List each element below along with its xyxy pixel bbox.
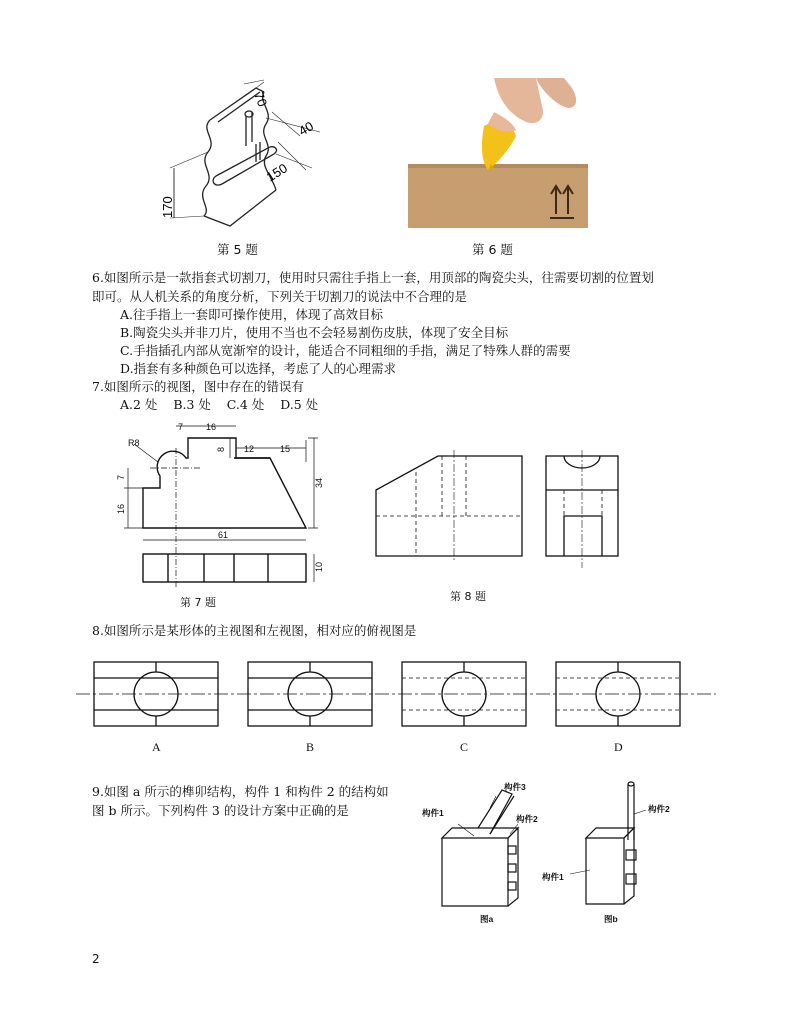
- fig9b-label-part1: 构件1: [542, 872, 564, 882]
- fig9b-drawing: [540, 780, 690, 926]
- q6-option-a: A.往手指上一套即可操作使用，体现了高效目标: [120, 307, 384, 322]
- fig5-dim-170: 170: [160, 196, 175, 218]
- fig9a-caption: 图a: [480, 914, 494, 924]
- q8-label-b: B: [306, 740, 315, 754]
- fig9a-label-part1: 构件1: [422, 808, 444, 818]
- fig5-dim-150: 150: [263, 160, 290, 185]
- fig5-dim-70: 70: [251, 89, 271, 109]
- fig7-dim-7-left: 7: [116, 474, 126, 480]
- fig7-dim-7-top: 7: [178, 422, 184, 432]
- fig8-caption: 第 8 题: [450, 590, 486, 603]
- fig7-caption: 第 7 题: [180, 596, 216, 609]
- q8-option-views: [76, 656, 716, 738]
- q8-label-a: A: [152, 740, 161, 754]
- fig7-dim-34: 34: [314, 477, 324, 488]
- fig7-dim-16-left: 16: [116, 503, 126, 514]
- fig7-dim-10: 10: [314, 561, 324, 572]
- fig9a-drawing: [418, 780, 544, 926]
- q7-options: A.2 处 B.3 处 C.4 处 D.5 处: [120, 397, 319, 412]
- fig9b-caption: 图b: [604, 914, 618, 924]
- q9-stem-line1: 9.如图 a 所示的榫卯结构，构件 1 和构件 2 的结构如: [92, 784, 389, 799]
- q8-label-d: D: [614, 740, 623, 754]
- fig7-drawing: [110, 418, 330, 590]
- q6-option-b: B.陶瓷尖头并非刀片，使用不当也不会轻易割伤皮肤，体现了安全目标: [120, 325, 509, 340]
- q9-stem-line2: 图 b 所示。下列构件 3 的设计方案中正确的是: [92, 803, 349, 818]
- q8-stem: 8.如图所示是某形体的主视图和左视图，相对应的俯视图是: [92, 623, 417, 638]
- fig9a-label-part2: 构件2: [516, 814, 538, 824]
- q6-stem-line1: 6.如图所示是一款指套式切割刀，使用时只需往手指上一套，用顶部的陶瓷尖头，往需要切割的位置划: [92, 270, 654, 285]
- fig7-dim-r8: R8: [128, 438, 140, 448]
- fig7-dim-8: 8: [216, 446, 226, 452]
- fig5-dim-40: 40: [296, 118, 317, 139]
- fig6-photo: [408, 78, 588, 230]
- fig5-caption: 第 5 题: [217, 242, 258, 257]
- fig7-dim-16-top: 16: [206, 422, 217, 432]
- fig7-dim-15: 15: [280, 444, 291, 454]
- q6-stem-line2: 即可。从人机关系的角度分析，下列关于切割刀的说法中不合理的是: [92, 289, 468, 304]
- fig6-caption: 第 6 题: [472, 242, 513, 257]
- fig8-drawing: [370, 450, 630, 580]
- page-number: 2: [92, 952, 100, 966]
- fig9a-label-part3: 构件3: [504, 782, 526, 792]
- q6-option-d: D.指套有多种颜色可以选择，考虑了人的心理需求: [120, 361, 397, 376]
- q7-stem: 7.如图所示的视图，图中存在的错误有: [92, 379, 304, 394]
- q8-label-c: C: [460, 740, 469, 754]
- fig9b-label-part2: 构件2: [648, 804, 670, 814]
- fig5-drawing: [160, 78, 340, 238]
- fig7-dim-12: 12: [244, 444, 255, 454]
- fig7-dim-61: 61: [218, 530, 229, 540]
- q6-option-c: C.手指插孔内部从宽渐窄的设计，能适合不同粗细的手指，满足了特殊人群的需要: [120, 343, 571, 358]
